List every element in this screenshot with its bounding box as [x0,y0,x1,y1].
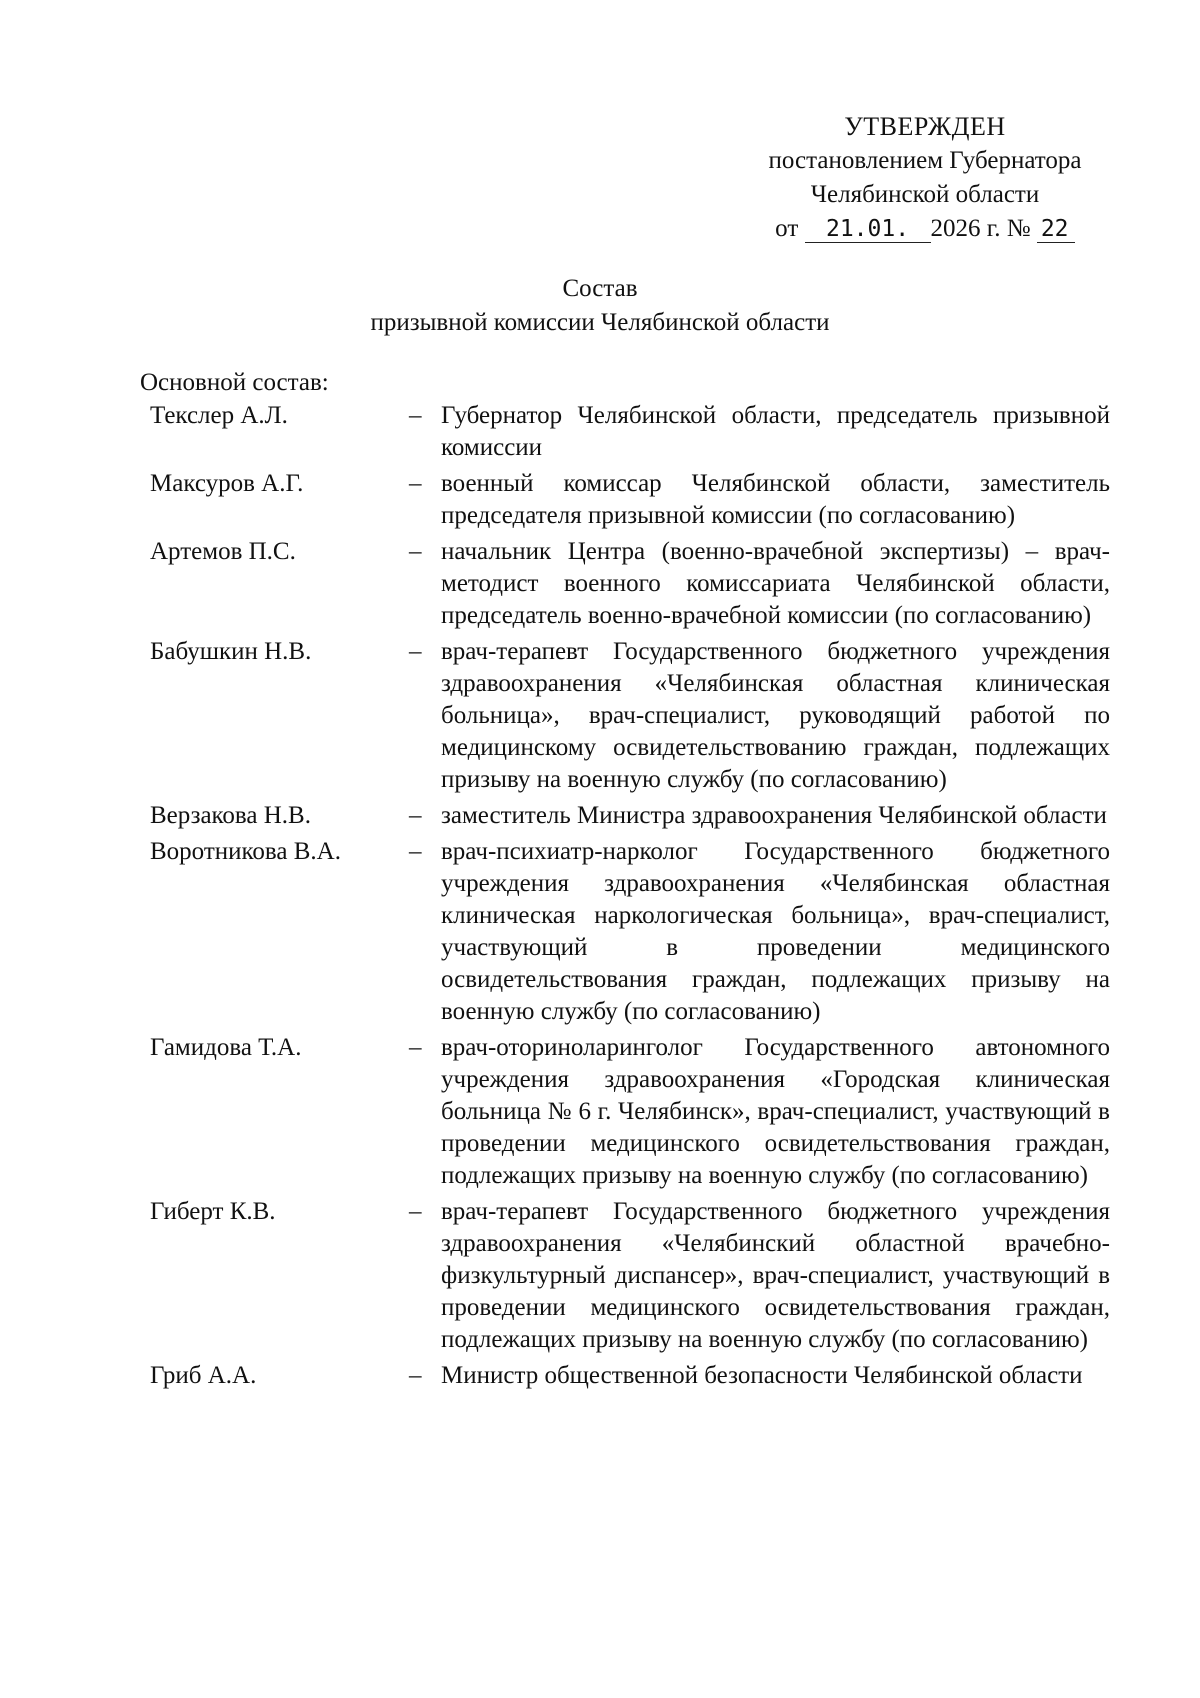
member-role: врач-оториноларинголог Государственного автономного учреждения здравоохранения «Городская клиническая больница № 6 г. Челябинск», врач-специалист, участвующий в проведении медицинского освидетельствования граждан, подлежащих призыву на военную службу (по согласованию) [441,1034,1110,1189]
heading-subtitle: призывной комиссии Челябинской области [370,309,830,336]
member-name: Бабушкин Н.В. [150,638,312,665]
member-role: Министр общественной безопасности Челябинской области [441,1362,1083,1389]
approval-line-2: Челябинской области [810,181,1040,208]
date-fill: 21.01. [805,216,931,243]
member-dash: – [409,1198,422,1225]
member-name: Гиберт К.В. [150,1198,276,1225]
date-prefix: от [775,215,799,242]
document-heading [0,272,1200,340]
member-row [150,468,1110,532]
member-role: врач-терапевт Государственного бюджетного учреждения здравоохранения «Челябинский областной врачебно-физкультурный диспансер», врач-специалист, участвующий в проведении медицинского освидетельствования граждан, подлежащих призыву на военную службу (по согласованию) [441,1198,1110,1353]
member-row [150,636,1110,796]
approval-date-line [735,212,1115,246]
member-row [150,400,1110,464]
member-row [150,836,1110,1028]
member-name: Воротникова В.А. [150,838,341,865]
member-row [150,1032,1110,1192]
member-dash: – [409,538,422,565]
member-dash: – [409,838,422,865]
year-text: 2026 г. № [930,215,1031,242]
members-list [150,400,1110,1396]
member-name: Артемов П.С. [150,538,296,565]
member-row [150,1196,1110,1356]
approval-line-1: постановлением Губернатора [768,147,1082,174]
member-row [150,536,1110,632]
member-row [150,1360,1110,1392]
member-role: начальник Центра (военно-врачебной экспертизы) – врач-методист военного комиссариата Челябинской области, председатель военно-врачебной комиссии (по согласованию) [441,538,1110,629]
member-dash: – [409,470,422,497]
member-dash: – [409,402,422,429]
member-role: заместитель Министра здравоохранения Челябинской области [441,802,1107,829]
member-role: врач-психиатр-нарколог Государственного бюджетного учреждения здравоохранения «Челябинская областная клиническая наркологическая больница», врач-специалист, участвующий в проведении медицинского освидетельствования граждан, подлежащих призыву на военную службу (по согласованию) [441,838,1110,1025]
member-dash: – [409,802,422,829]
member-dash: – [409,1362,422,1389]
member-role: Губернатор Челябинской области, председатель призывной комиссии [441,402,1110,461]
member-role: военный комиссар Челябинской области, заместитель председателя призывной комиссии (по согласованию) [441,470,1110,529]
heading-title: Состав [562,275,638,302]
approval-title: УТВЕРЖДЕН [844,112,1006,141]
member-name: Текслер А.Л. [150,402,288,429]
approval-stamp-block [735,110,1115,246]
member-name: Максуров А.Г. [150,470,304,497]
member-name: Верзакова Н.В. [150,802,311,829]
number-fill: 22 [1037,216,1075,243]
section-label: Основной состав: [140,369,329,396]
member-row [150,800,1110,832]
member-name: Гамидова Т.А. [150,1034,302,1061]
member-dash: – [409,1034,422,1061]
member-dash: – [409,638,422,665]
member-role: врач-терапевт Государственного бюджетного учреждения здравоохранения «Челябинская областная клиническая больница», врач-специалист, руководящий работой по медицинскому освидетельствованию граждан, подлежащих призыву на военную службу (по согласованию) [441,638,1110,793]
member-name: Гриб А.А. [150,1362,257,1389]
